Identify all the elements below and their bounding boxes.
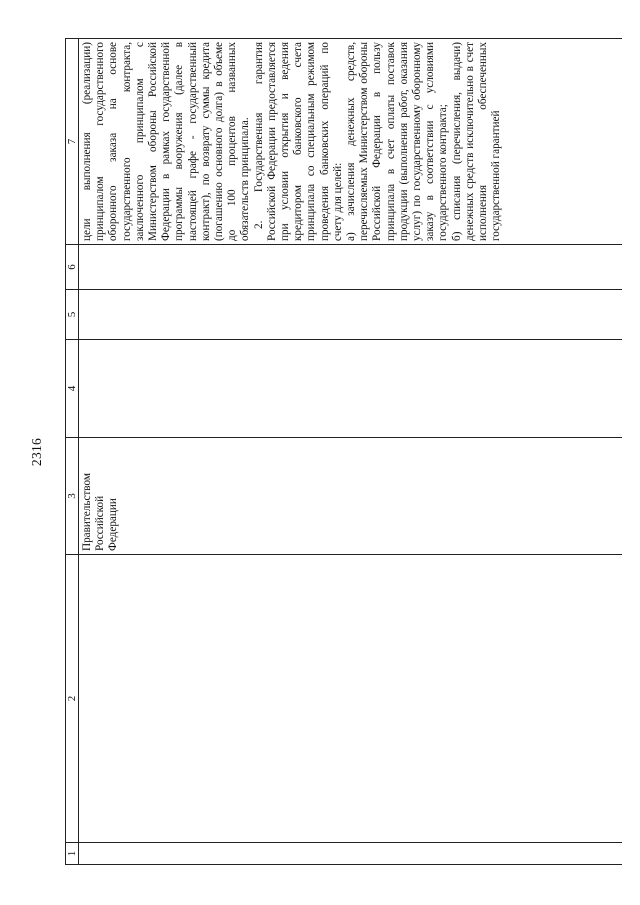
- conditions-paragraph: а) зачисления денежных средств, перечисляемых Министерством обороны Российской Федерации в пользу принципала в счет оплаты поставок продукции (выполнения работ, оказания услуг) по государственному оборонному заказу в соответствии с условиями государственного контракта;: [345, 42, 450, 241]
- issuer-line: Правительством: [81, 473, 93, 551]
- cell-col-5: [79, 290, 623, 340]
- issuer-line: Российской: [94, 495, 107, 551]
- conditions-text: [79, 39, 504, 244]
- cell-col-6: [79, 245, 623, 290]
- cell-col-3: [79, 438, 623, 555]
- cell-col-4: [79, 340, 623, 438]
- rotated-page-content: [65, 39, 621, 865]
- column-number-3: 3: [66, 438, 79, 555]
- conditions-paragraph: цели выполнения (реализации) принципалом государственного оборонного заказа на основе государственного контракта, заключенного принципалом с Министерством обороны Российской Федерации в рамках государственной программы вооружения (далее в настоящей графе - государственный контракт), по возврату суммы кредита (погашению основного долга) в объеме до 100 процентов названных обязательств принципала.: [81, 42, 252, 241]
- column-number-5: 5: [66, 290, 79, 340]
- cell-col-2: [79, 555, 623, 843]
- guarantee-table: [65, 38, 622, 865]
- issuer-line: Федерации: [107, 498, 120, 551]
- issuer-text: [79, 438, 121, 554]
- column-number-4: 4: [66, 340, 79, 438]
- column-number-1: 1: [66, 843, 79, 865]
- column-number-2: 2: [66, 555, 79, 843]
- table-row: [79, 39, 623, 865]
- column-number-row: [66, 39, 79, 865]
- page-number: 2316: [29, 437, 44, 467]
- column-number-7: 7: [66, 39, 79, 245]
- cell-col-7: [79, 39, 623, 245]
- cell-col-1: [79, 843, 623, 865]
- conditions-paragraph: б) списания (перечисления, выдачи) денежных средств исключительно в счет исполнения обеспеченных государственной гарантией: [450, 42, 503, 241]
- conditions-paragraph: 2. Государственная гарантия Российской Федерации предоставляется при условии открытия и ведения кредитором банковского счета принципала со специальным режимом проведения банковских операций по счету для целей:: [252, 42, 344, 241]
- column-number-6: 6: [66, 245, 79, 290]
